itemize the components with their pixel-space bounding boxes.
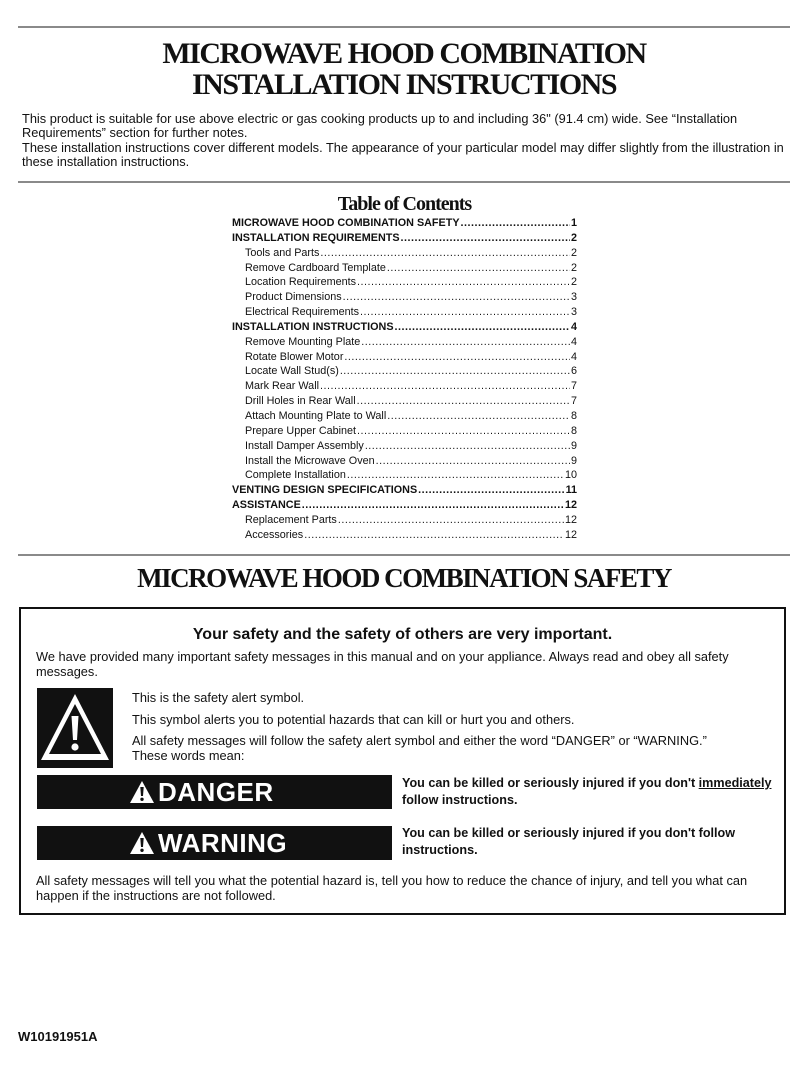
toc-entry-page: 3 — [570, 291, 577, 304]
toc-entry[interactable] — [232, 425, 577, 440]
main-title-line-2: INSTALLATION INSTRUCTIONS — [191, 68, 616, 101]
toc-entry-title: Rotate Blower Motor — [245, 350, 344, 363]
symbol-line-1: This is the safety alert symbol. — [132, 690, 305, 705]
toc-entry-title: Product Dimensions — [245, 291, 342, 304]
intro-rule — [18, 181, 790, 183]
toc-entry-page: 2 — [570, 231, 577, 244]
main-title-line-1: MICROWAVE HOOD COMBINATION — [162, 37, 646, 70]
danger-alert-icon — [129, 780, 155, 804]
safety-intro: We have provided many important safety messages in this manual and on your appliance. Always read and obey all safety messages. — [36, 649, 729, 679]
toc-entry-title: Tools and Parts — [245, 246, 320, 259]
toc-entry-page: 4 — [570, 350, 577, 363]
toc-entry[interactable] — [232, 380, 577, 395]
safety-box — [19, 607, 786, 915]
safety-heading: Your safety and the safety of others are very important. — [192, 626, 613, 643]
immediately-emphasis: immediately — [698, 776, 772, 790]
toc-entry[interactable] — [232, 336, 577, 351]
toc-entry[interactable] — [232, 410, 577, 425]
toc-entry-title: Remove Cardboard Template — [245, 261, 386, 274]
toc-entry[interactable] — [232, 232, 577, 247]
toc-entry-title: Mark Rear Wall — [245, 380, 319, 393]
toc-entry[interactable] — [232, 262, 577, 277]
toc-entry-title: INSTALLATION INSTRUCTIONS — [232, 320, 394, 333]
toc-entry[interactable] — [232, 217, 577, 232]
toc-rule — [18, 554, 790, 556]
toc-entry-title: Complete Installation — [245, 469, 346, 482]
toc-entry-title: Accessories — [245, 528, 304, 541]
toc-entry[interactable] — [232, 484, 577, 499]
toc-entry[interactable] — [232, 321, 577, 336]
safety-alert-icon — [37, 688, 113, 768]
top-rule — [18, 26, 790, 28]
toc-entry-title: Attach Mounting Plate to Wall — [245, 409, 387, 422]
toc-entry-page: 7 — [570, 380, 577, 393]
toc-entry-title: Locate Wall Stud(s) — [245, 365, 339, 378]
toc-entry-title: MICROWAVE HOOD COMBINATION SAFETY — [232, 217, 460, 229]
toc-entry-title: Install the Microwave Oven — [245, 454, 375, 467]
safety-closing: All safety messages will tell you what the potential hazard is, tell you how to reduce the chance of injury, and tell you what can happen if the instructions are not followed. — [36, 873, 748, 903]
toc-entry[interactable] — [232, 365, 577, 380]
toc-entry-page: 12 — [564, 513, 577, 526]
toc-entry-page: 4 — [570, 335, 577, 348]
symbol-line-3a: All safety messages will follow the safety alert symbol and either the word “DANGER” or “WARNING.” — [132, 733, 707, 748]
toc-entry-page: 12 — [564, 528, 577, 541]
toc-entry-page: 9 — [570, 454, 577, 467]
table-of-contents — [232, 217, 577, 544]
toc-entry-page: 9 — [570, 439, 577, 452]
toc-entry[interactable] — [232, 247, 577, 262]
toc-entry[interactable] — [232, 514, 577, 529]
symbol-line-3b: These words mean: — [132, 748, 245, 763]
toc-entry-page: 2 — [570, 246, 577, 259]
toc-entry[interactable] — [232, 395, 577, 410]
toc-entry[interactable] — [232, 455, 577, 470]
toc-entry-page: 6 — [570, 365, 577, 378]
toc-entry-title: ASSISTANCE — [232, 499, 301, 512]
toc-entry-page: 8 — [570, 409, 577, 422]
toc-entry[interactable] — [232, 499, 577, 514]
intro-paragraph-1: This product is suitable for use above electric or gas cooking products up to and including 36" (91.4 cm) wide. See “Installation Requirements” section for further notes. — [22, 111, 738, 140]
danger-label: DANGER — [158, 776, 274, 807]
toc-entry-title: Remove Mounting Plate — [245, 335, 361, 348]
warning-label: WARNING — [158, 827, 288, 858]
danger-signal-word — [37, 775, 392, 809]
toc-entry[interactable] — [232, 351, 577, 366]
toc-entry-page: 2 — [570, 261, 577, 274]
toc-entry-title: Replacement Parts — [245, 513, 337, 526]
symbol-line-2: This symbol alerts you to potential hazards that can kill or hurt you and others. — [132, 712, 575, 727]
toc-entry-page: 11 — [565, 484, 577, 497]
toc-entry-title: Electrical Requirements — [245, 306, 360, 319]
warning-signal-word — [37, 826, 392, 860]
toc-entry-page: 12 — [564, 499, 577, 512]
toc-heading: Table of Contents — [337, 193, 472, 215]
toc-entry-title: Install Damper Assembly — [245, 439, 364, 452]
toc-entry[interactable] — [232, 529, 577, 544]
toc-entry-title: Location Requirements — [245, 276, 357, 289]
document-code: W10191951A — [18, 1029, 98, 1044]
toc-entry[interactable] — [232, 440, 577, 455]
toc-entry[interactable] — [232, 306, 577, 321]
toc-entry[interactable] — [232, 469, 577, 484]
toc-entry-title: Prepare Upper Cabinet — [245, 424, 357, 437]
safety-section-title: MICROWAVE HOOD COMBINATION SAFETY — [137, 563, 671, 593]
intro-paragraph-2: These installation instructions cover different models. The appearance of your particular model may differ slightly from the illustration in these installation instructions. — [22, 140, 784, 169]
toc-entry-title: VENTING DESIGN SPECIFICATIONS — [232, 484, 418, 497]
danger-text: You can be killed or seriously injured if you don't immediately follow instructions. — [402, 776, 772, 807]
main-title — [18, 38, 790, 100]
toc-entry[interactable] — [232, 276, 577, 291]
warning-alert-icon — [129, 831, 155, 855]
toc-entry-page: 10 — [564, 469, 577, 482]
toc-entry[interactable] — [232, 291, 577, 306]
warning-text: You can be killed or seriously injured if you don't follow instructions. — [402, 826, 736, 857]
toc-entry-title: Drill Holes in Rear Wall — [245, 395, 356, 408]
toc-entry-page: 7 — [570, 395, 577, 408]
toc-entry-page: 4 — [570, 320, 577, 333]
toc-entry-title: INSTALLATION REQUIREMENTS — [232, 231, 400, 244]
toc-entry-page: 1 — [570, 217, 577, 229]
toc-entry-page: 3 — [570, 306, 577, 319]
toc-entry-page: 8 — [570, 424, 577, 437]
toc-entry-page: 2 — [570, 276, 577, 289]
